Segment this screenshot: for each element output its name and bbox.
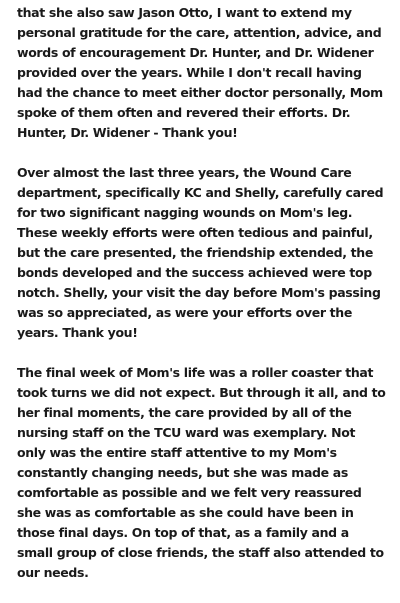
paragraph-wound-care: Over almost the last three years, the Wound Care department, specifically KC and Shelly, carefully cared for two significant nagging wounds on Mom's leg. These weekly efforts were often tedious and painful, but the care presented, the friendship extended, the bonds developed and the success achieved were top notch. Shelly, your visit the day before Mom's passing was so appreciated, as were your efforts over the years. Thank you!: [17, 165, 384, 340]
paragraph-tcu-nursing: The final week of Mom's life was a roller coaster that took turns we did not expect. But through it all, and to her final moments, the care provided by all of the nursing staff on the TCU ward was exemplary. Not only was the entire staff attentive to my Mom's constantly changing needs, but she was made as comfortable as possible and we felt very reassured she was as comfortable as she could have been in those final days. On top of that, as a family and a small group of close friends, the staff also attended to our needs.: [17, 365, 386, 580]
paragraph-doctors: that she also saw Jason Otto, I want to extend my personal gratitude for the care, attention, advice, and words of encouragement Dr. Hunter, and Dr. Widener provided over the years. While I don't recall having had the chance to meet either doctor personally, Mom spoke of them often and revered their efforts. Dr. Hunter, Dr. Widener - Thank you!: [17, 5, 383, 140]
letter-body: [17, 0, 387, 603]
